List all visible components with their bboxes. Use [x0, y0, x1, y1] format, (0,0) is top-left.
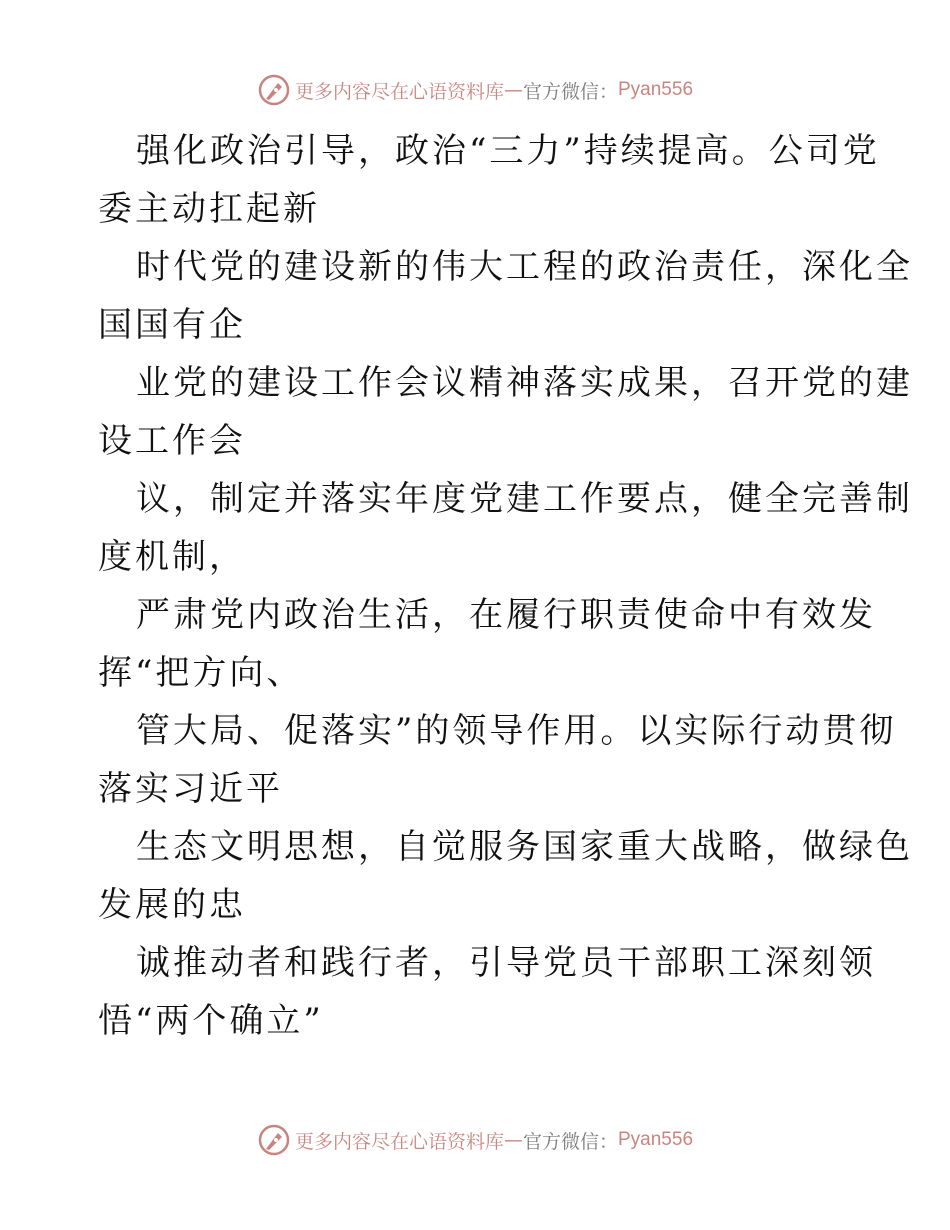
paragraph-line: 发展的忠	[98, 885, 246, 925]
pen-nib-logo-icon	[257, 73, 291, 107]
paragraph	[98, 934, 876, 1050]
paragraph-line: 严肃党内政治生活，在履行职责使命中有效发	[136, 595, 876, 635]
paragraph	[98, 238, 913, 354]
paragraph-line: 业党的建设工作会议精神落实成果，召开党的建	[136, 363, 913, 403]
watermark-dash: —	[503, 79, 523, 101]
paragraph	[98, 470, 913, 586]
watermark-wechat-label: 官方微信：	[522, 80, 618, 103]
paragraph-line: 生态文明思想，自觉服务国家重大战略，做绿色	[136, 827, 913, 867]
paragraph	[98, 818, 913, 934]
paragraph-line: 时代党的建设新的伟大工程的政治责任，深化全	[136, 247, 913, 287]
paragraph-line: 管大局、促落实”的领导作用。以实际行动贯彻	[136, 711, 897, 751]
document-body	[98, 122, 913, 1050]
watermark-site-text: 更多内容尽在心语资料库	[294, 80, 504, 103]
watermark-wechat-id: Pyan556	[618, 79, 694, 100]
paragraph	[98, 586, 876, 702]
paragraph	[98, 122, 880, 238]
paragraph-line: 议，制定并落实年度党建工作要点，健全完善制	[136, 479, 913, 519]
paragraph-line: 诚推动者和践行者，引导党员干部职工深刻领	[136, 943, 876, 983]
pen-nib-logo-icon	[257, 1123, 291, 1157]
watermark-site-text: 更多内容尽在心语资料库	[294, 1130, 504, 1153]
paragraph-line: 度机制，	[98, 537, 246, 577]
paragraph-line: 设工作会	[98, 421, 246, 461]
paragraph-line: 强化政治引导，政治“三力”持续提高。公司党	[136, 131, 880, 171]
paragraph-line: 落实习近平	[98, 769, 283, 809]
paragraph-line: 委主动扛起新	[98, 189, 320, 229]
paragraph	[98, 354, 913, 470]
watermark-wechat-id: Pyan556	[618, 1129, 694, 1150]
paragraph-line: 国国有企	[98, 305, 246, 345]
paragraph-line: 悟“两个确立”	[98, 1001, 324, 1041]
watermark-dash: —	[503, 1129, 523, 1151]
footer-watermark	[0, 1122, 950, 1158]
header-watermark	[0, 72, 950, 108]
paragraph	[98, 702, 897, 818]
paragraph-line: 挥“把方向、	[98, 653, 304, 693]
watermark-wechat-label: 官方微信：	[522, 1130, 618, 1153]
